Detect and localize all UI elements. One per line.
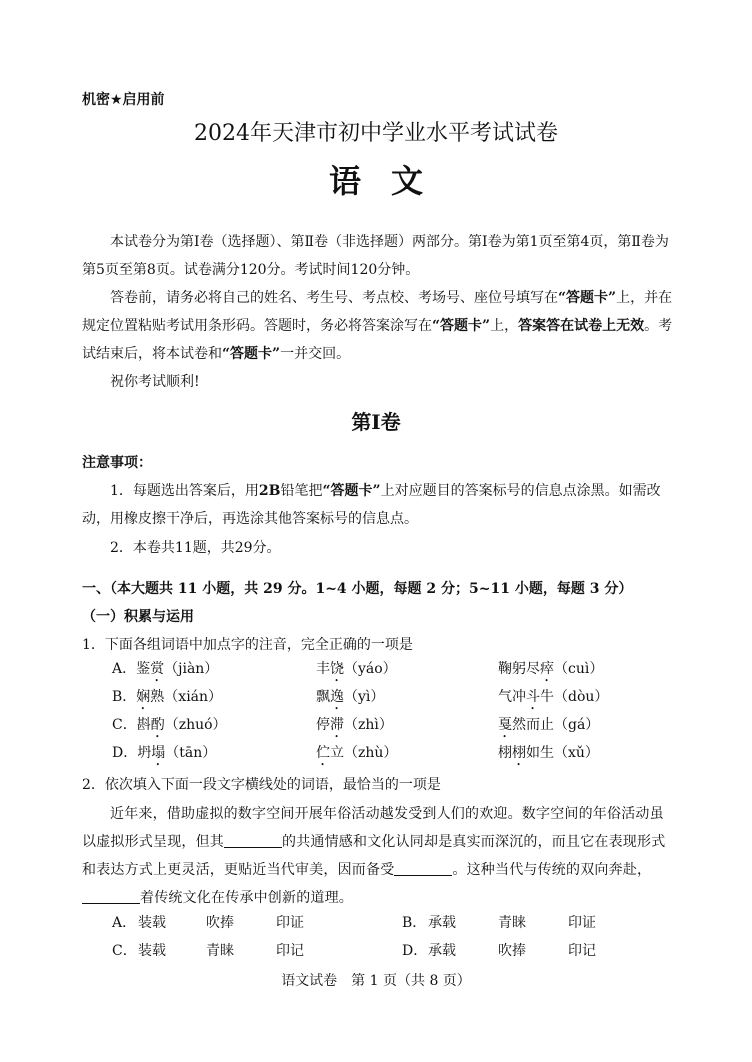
option-a-word-3: 印证 — [276, 915, 304, 931]
page-footer: 语文试卷 第 1 页（共 8 页） — [281, 973, 471, 989]
option-d-word-3: 印记 — [568, 943, 596, 959]
option-c-word-1: 装载 — [138, 943, 166, 959]
notice-title: 注意事项： — [82, 455, 152, 471]
blank-2 — [394, 861, 452, 876]
option-b-word-3: 气冲斗牛（dòu） — [498, 689, 609, 705]
intro-paragraph-1: 本试卷分为第Ⅰ卷（选择题）、第Ⅱ卷（非选择题）两部分。第Ⅰ卷为第1页至第4页，第Ⅱ卷为第5页至第8页。试卷满分120分。考试时间120分钟。 — [82, 234, 669, 278]
option-d-word-1: 承载 — [428, 943, 456, 959]
subsection-heading: （一）积累与运用 — [82, 609, 194, 625]
confidential-label: 机密★启用前 — [82, 92, 165, 108]
notice-item-2: 2．本卷共11题，共29分。 — [110, 540, 281, 556]
good-luck-text: 祝你考试顺利! — [110, 374, 200, 390]
option-d-word-2: 吹捧 — [498, 943, 526, 959]
option-d: D．坍塌（tān） — [112, 745, 217, 761]
question-2-stem: 2．依次填入下面一段文字横线处的词语，最恰当的一项是 — [82, 777, 441, 793]
option-b-word-2: 飘逸（yì） — [316, 689, 385, 705]
notice-item-1: 1．每题选出答案后，用2B铅笔把“答题卡”上对应题目的答案标号的信息点涂黑。如需改动，用橡皮擦干净后，再选涂其他答案标号的信息点。 — [82, 483, 661, 527]
option-a-word-1: 装载 — [138, 915, 166, 931]
option-a: A． — [112, 915, 137, 931]
question-1-stem: 1．下面各组词语中加点字的注音，完全正确的一项是 — [82, 637, 413, 653]
option-d-word-2: 伫立（zhù） — [316, 745, 398, 761]
option-c-word-3: 印记 — [276, 943, 304, 959]
question-2-passage: 近年来，借助虚拟的数字空间开展年俗活动越发受到人们的欢迎。数字空间的年俗活动虽以虚拟形式呈现，但其 的共通情感和文化认同却是真实而深沉的，而且它在表现形式和表达方式上更灵活，更贴近当代审美，因而备受 。这种当代与传统的双向奔赴，着传统文化在传承中创新的道理。 — [82, 806, 666, 906]
option-c-word-2: 青睐 — [206, 943, 234, 959]
option-a-word-2: 丰饶（yáo） — [316, 661, 397, 677]
option-c-word-3: 戛然而止（gá） — [498, 717, 600, 733]
option-a: A．鉴赏（jiàn） — [112, 661, 219, 677]
blank-1 — [224, 833, 282, 848]
option-d: D． — [402, 943, 428, 959]
subject-title: 语文 — [328, 162, 453, 200]
option-b-word-2: 青睐 — [498, 915, 526, 931]
exam-title: 2024年天津市初中学业水平考试试卷 — [194, 121, 558, 146]
option-b-word-3: 印证 — [568, 915, 596, 931]
volume-title: 第Ⅰ卷 — [351, 410, 401, 434]
option-d-word-3: 栩栩如生（xǔ） — [498, 745, 599, 761]
option-b: B． — [402, 915, 427, 931]
option-a-word-2: 吹捧 — [206, 915, 234, 931]
option-c-word-2: 停滞（zhì） — [316, 717, 393, 733]
intro-paragraph-2: 答卷前，请务必将自己的姓名、考生号、考点校、考场号、座位号填写在“答题卡”上，并在规定位置粘贴考试用条形码。答题时，务必将答案涂写在“答题卡”上，答案答在试卷上无效。考试结束后，将本试卷和“答题卡”一并交回。 — [82, 290, 673, 362]
option-b: B．娴熟（xián） — [112, 689, 223, 705]
section-heading: 一、（本大题共 11 小题，共 29 分。1~4 小题，每题 2 分；5~11 小题，每题 3 分） — [82, 581, 633, 597]
option-b-word-1: 承载 — [428, 915, 456, 931]
blank-3 — [82, 889, 140, 904]
option-a-word-3: 鞠躬尽瘁（cuì） — [498, 661, 604, 677]
option-c: C．斟酌（zhuó） — [112, 717, 227, 733]
option-c: C． — [112, 943, 137, 959]
